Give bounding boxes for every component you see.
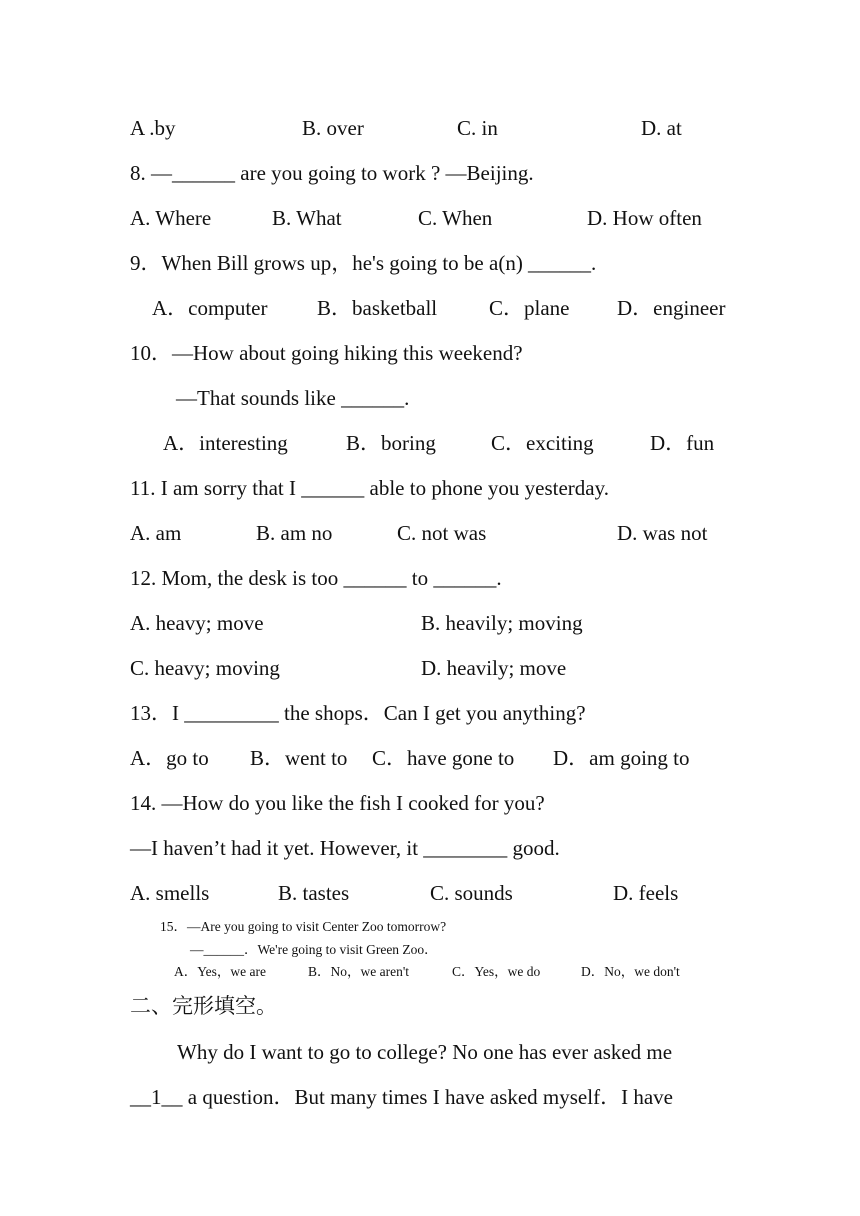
q15-stem-response: —______．We're going to visit Green Zoo． <box>190 942 438 957</box>
q10-option-a: A．interesting <box>163 431 288 455</box>
q15-options <box>0 963 860 981</box>
q10-option-b: B．boring <box>346 431 436 455</box>
q10-stem-response: —That sounds like ______. <box>176 386 410 410</box>
q7-option-a: A .by <box>130 116 176 140</box>
q7-options <box>0 114 860 142</box>
q11-option-b: B. am no <box>256 521 333 545</box>
q15-option-b: B．No，we aren't <box>308 964 410 979</box>
q11-options <box>0 519 860 547</box>
q13-option-a: A．go to <box>130 746 209 770</box>
q11-option-c: C. not was <box>397 521 487 545</box>
section-heading-cloze: 二、完形填空。 <box>130 994 277 1018</box>
q8-option-b: B. What <box>272 206 342 230</box>
q8-options <box>0 204 860 232</box>
q14-option-d: D. feels <box>613 881 679 905</box>
cloze-passage-line-2: __1__ a question．But many times I have asked myself．I have <box>130 1085 673 1109</box>
q11-stem: 11. I am sorry that I ______ able to phone you yesterday. <box>130 476 609 500</box>
q14-option-a: A. smells <box>130 881 210 905</box>
cloze-passage-line-1: Why do I want to go to college? No one has ever asked me <box>177 1040 673 1064</box>
q9-option-d: D．engineer <box>617 296 726 320</box>
q14-option-b: B. tastes <box>278 881 350 905</box>
q10-stem: 10．—How about going hiking this weekend? <box>130 341 523 365</box>
q8-option-a: A. Where <box>130 206 212 230</box>
q8-option-d: D. How often <box>587 206 702 230</box>
q15-option-c: C．Yes，we do <box>452 964 541 979</box>
q10-option-c: C．exciting <box>491 431 594 455</box>
q8-option-c: C. When <box>418 206 493 230</box>
q12-options-row2 <box>0 654 860 682</box>
q9-option-b: B．basketball <box>317 296 438 320</box>
q12-option-a: A. heavy; move <box>130 611 264 635</box>
q13-option-b: B．went to <box>250 746 348 770</box>
q14-stem-response: —I haven’t had it yet. However, it ________ good. <box>130 836 560 860</box>
q13-option-d: D．am going to <box>553 746 690 770</box>
q15-option-a: A．Yes，we are <box>174 964 266 979</box>
q7-option-d: D. at <box>641 116 682 140</box>
q13-stem: 13．I _________ the shops．Can I get you anything? <box>130 701 586 725</box>
q15-stem: 15．—Are you going to visit Center Zoo tomorrow? <box>160 919 447 934</box>
q14-stem: 14. —How do you like the fish I cooked for you? <box>130 791 545 815</box>
q10-option-d: D．fun <box>650 431 715 455</box>
q11-option-a: A. am <box>130 521 182 545</box>
q8-stem: 8. —______ are you going to work ? —Beijing. <box>130 161 534 185</box>
q13-options <box>0 744 860 772</box>
q12-option-b: B. heavily; moving <box>421 611 583 635</box>
q14-options <box>0 879 860 907</box>
q9-option-c: C．plane <box>489 296 570 320</box>
q7-option-c: C. in <box>457 116 498 140</box>
q14-option-c: C. sounds <box>430 881 513 905</box>
q12-stem: 12. Mom, the desk is too ______ to ______. <box>130 566 502 590</box>
q12-option-c: C. heavy; moving <box>130 656 280 680</box>
q7-option-b: B. over <box>302 116 364 140</box>
q9-option-a: A．computer <box>152 296 268 320</box>
q9-options <box>0 294 860 322</box>
q11-option-d: D. was not <box>617 521 708 545</box>
q12-options-row1 <box>0 609 860 637</box>
q15-option-d: D．No，we don't <box>581 964 680 979</box>
q9-stem: 9．When Bill grows up，he's going to be a(n) ______. <box>130 251 597 275</box>
q13-option-c: C．have gone to <box>372 746 515 770</box>
q12-option-d: D. heavily; move <box>421 656 567 680</box>
q10-options <box>0 429 860 457</box>
